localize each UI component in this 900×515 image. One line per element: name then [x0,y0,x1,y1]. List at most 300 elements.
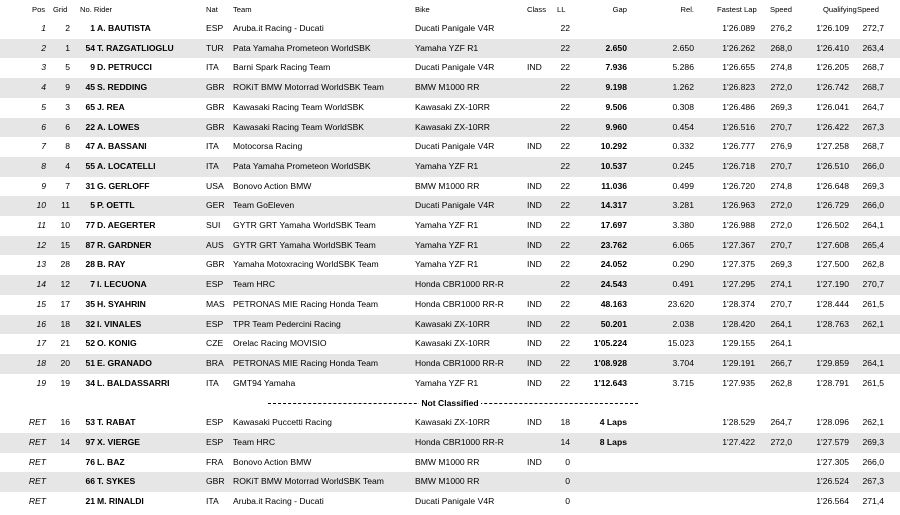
cell-grid: 1 [65,42,70,53]
table-row [0,275,900,295]
cell-pos: 9 [41,180,46,191]
cell-rel: 3.715 [672,377,694,388]
table-row [0,216,900,236]
cell-team: GMT94 Yamaha [233,377,296,388]
cell-gap: 7.936 [605,62,627,73]
cell-speed: 272,0 [770,200,792,211]
cell-rider: S. REDDING [97,82,148,93]
cell-qspeed: 262,1 [862,318,884,329]
cell-qspeed: 266,0 [862,200,884,211]
cell-no: 77 [85,220,95,230]
cell-nat: MAS [206,298,225,309]
cell-bike: Kawasaki ZX-10RR [415,101,490,112]
cell-pos: 15 [36,298,46,309]
cell-team: PETRONAS MIE Racing Honda Team [233,298,379,309]
cell-ll: 22 [560,23,570,33]
cell-gap: 17.697 [600,220,627,230]
cell-fast: 1'29.155 [722,338,755,349]
cell-no: 65 [85,101,95,112]
table-row [0,433,900,453]
cell-pos: 11 [37,220,46,230]
cell-no: 28 [85,259,95,270]
cell-rider: A. LOCATELLI [97,160,156,171]
header-gap: Gap [612,5,627,14]
cell-bike: Yamaha YZF R1 [415,220,479,230]
cell-fast: 1'26.823 [722,82,755,93]
cell-ll: 14 [560,437,570,447]
cell-fast: 1'26.988 [722,220,755,230]
header-pos: Pos [32,5,46,14]
cell-ll: 22 [560,121,570,132]
cell-grid: 21 [60,338,70,349]
cell-qual: 1'27.258 [816,141,849,152]
cell-no: 5 [90,200,95,211]
cell-rel: 3.380 [672,220,694,230]
cell-nat: ITA [206,62,219,73]
cell-ll: 22 [560,141,570,152]
cell-ll: 22 [560,160,570,171]
cell-rider: A. BAUTISTA [97,23,151,33]
cell-qual: 1'26.742 [816,82,849,93]
cell-team: Pata Yamaha Prometeon WorldSBK [233,160,371,171]
cell-pos: 1 [41,23,46,33]
cell-speed: 264,1 [770,318,792,329]
cell-rel: 15.023 [667,338,694,349]
header-team: Team [233,5,252,14]
cell-class: IND [527,456,542,467]
cell-pos: 4 [41,82,46,93]
cell-qual: 1'29.859 [816,357,849,368]
cell-speed: 274,8 [770,62,792,73]
cell-qual: 1'26.041 [816,101,849,112]
cell-class: IND [527,200,542,211]
table-row [0,196,900,216]
cell-fast: 1'26.655 [722,62,755,73]
cell-nat: TUR [206,42,224,53]
cell-gap: 50.201 [600,318,627,329]
cell-qual: 1'26.729 [816,200,849,211]
cell-nat: GBR [206,476,225,487]
cell-team: TPR Team Pedercini Racing [233,318,341,329]
header-bike: Bike [415,5,430,14]
cell-gap: 14.317 [600,200,627,211]
table-row [0,295,900,315]
table-row [0,19,900,39]
cell-fast: 1'29.191 [722,357,755,368]
cell-ll: 22 [560,42,570,53]
cell-speed: 272,0 [770,437,792,447]
cell-qspeed: 269,3 [862,180,884,191]
cell-bike: Yamaha YZF R1 [415,377,479,388]
cell-fast: 1'26.963 [722,200,755,211]
cell-class: IND [527,318,542,329]
cell-ll: 22 [560,259,570,270]
cell-grid: 16 [60,417,70,428]
cell-qspeed: 268,7 [862,62,884,73]
cell-fast: 1'26.516 [722,121,755,132]
cell-rider: A. BASSANI [97,141,147,152]
cell-rider: R. GARDNER [97,239,152,250]
cell-rider: B. RAY [97,259,126,270]
cell-gap: 24.543 [600,279,627,290]
cell-speed: 269,3 [770,101,792,112]
cell-qual: 1'26.410 [816,42,849,53]
cell-speed: 264,7 [770,417,792,428]
cell-gap: 10.537 [600,160,627,171]
cell-rel: 23.620 [667,298,694,309]
cell-no: 76 [85,456,95,467]
cell-qspeed: 263,4 [862,42,884,53]
cell-bike: Kawasaki ZX-10RR [415,338,490,349]
cell-rel: 0.308 [672,101,694,112]
cell-grid: 7 [65,180,70,191]
cell-qspeed: 262,1 [862,417,884,428]
cell-rider: J. REA [97,101,125,112]
cell-pos: 17 [36,338,46,349]
cell-grid: 9 [65,82,70,93]
table-header [0,0,900,19]
cell-rider: D. PETRUCCI [97,62,152,73]
cell-rel: 0.499 [672,180,694,191]
cell-grid: 19 [60,377,70,388]
cell-no: 1 [90,23,95,33]
cell-qspeed: 262,8 [862,259,884,270]
cell-ll: 22 [560,200,570,211]
cell-rider: M. RINALDI [97,496,144,507]
cell-gap: 1'05.224 [593,338,627,349]
cell-grid: 3 [65,101,70,112]
cell-qual: 1'27.608 [816,239,849,250]
cell-qual: 1'26.648 [816,180,849,191]
cell-gap: 9.506 [605,101,627,112]
cell-gap: 2.650 [605,42,627,53]
cell-fast: 1'26.262 [722,42,755,53]
cell-ll: 22 [560,62,570,73]
cell-qspeed: 261,5 [862,377,884,388]
cell-team: Team HRC [233,279,276,290]
cell-pos: RET [28,417,46,428]
cell-nat: ESP [206,23,224,33]
cell-class: IND [527,357,542,368]
cell-no: 7 [90,279,95,290]
cell-speed: 276,2 [770,23,792,33]
cell-rel: 5.286 [672,62,694,73]
cell-bike: Ducati Panigale V4R [415,23,495,33]
cell-qspeed: 265,4 [862,239,884,250]
cell-qspeed: 266,0 [862,160,884,171]
cell-ll: 22 [560,82,570,93]
cell-no: 31 [85,180,95,191]
cell-gap: 8 Laps [599,437,627,447]
cell-pos: RET [28,437,46,447]
cell-bike: Yamaha YZF R1 [415,259,479,270]
cell-team: Team GoEleven [233,200,295,211]
cell-team: Aruba.it Racing - Ducati [233,23,324,33]
cell-nat: GBR [206,82,225,93]
cell-pos: 12 [36,239,46,250]
cell-ll: 0 [565,476,570,487]
cell-rider: T. RABAT [97,417,136,428]
cell-bike: Honda CBR1000 RR-R [415,279,504,290]
cell-ll: 22 [560,220,570,230]
cell-class: IND [527,141,542,152]
header-speed: Speed [770,5,792,14]
cell-speed: 270,7 [770,160,792,171]
cell-rider: G. GERLOFF [97,180,150,191]
header-no-rider: No. Rider [80,5,113,14]
cell-no: 9 [90,62,95,73]
cell-gap: 1'08.928 [593,357,627,368]
table-row [0,98,900,118]
table-row [0,413,900,433]
cell-nat: CZE [206,338,224,349]
cell-pos: 8 [41,160,46,171]
cell-pos: 3 [41,62,46,73]
table-row [0,472,900,492]
cell-class: IND [527,62,542,73]
cell-pos: 7 [41,141,46,152]
cell-gap: 1'12.643 [593,377,627,388]
cell-speed: 272,0 [770,82,792,93]
cell-fast: 1'26.777 [722,141,755,152]
cell-nat: ESP [206,279,224,290]
cell-pos: 14 [36,279,46,290]
table-row [0,354,900,374]
cell-rider: T. RAZGATLIOGLU [97,42,174,53]
cell-bike: BMW M1000 RR [415,476,480,487]
cell-fast: 1'26.720 [722,180,755,191]
cell-bike: Ducati Panigale V4R [415,141,495,152]
cell-pos: RET [28,476,46,487]
cell-bike: Ducati Panigale V4R [415,496,495,507]
cell-qual: 1'27.305 [816,456,849,467]
cell-rel: 3.281 [672,200,694,211]
cell-qspeed: 269,3 [862,437,884,447]
cell-speed: 269,3 [770,259,792,270]
cell-ll: 22 [560,298,570,309]
cell-bike: Ducati Panigale V4R [415,62,495,73]
cell-no: 66 [85,476,95,487]
cell-class: IND [527,239,542,250]
table-row [0,157,900,177]
cell-speed: 270,7 [770,121,792,132]
cell-fast: 1'26.089 [722,23,755,33]
cell-pos: 18 [36,357,46,368]
cell-team: Kawasaki Puccetti Racing [233,417,332,428]
cell-qspeed: 268,7 [862,141,884,152]
cell-bike: Kawasaki ZX-10RR [415,121,490,132]
cell-speed: 266,7 [770,357,792,368]
header-ll: LL [557,5,566,14]
cell-rel: 6.065 [672,239,694,250]
cell-nat: BRA [206,357,224,368]
cell-nat: USA [206,180,224,191]
cell-nat: ITA [206,141,219,152]
cell-team: Aruba.it Racing - Ducati [233,496,324,507]
cell-gap: 9.198 [605,82,627,93]
cell-pos: 6 [41,121,46,132]
cell-qspeed: 266,0 [862,456,884,467]
cell-gap: 11.036 [601,180,627,191]
cell-qspeed: 264,1 [862,357,884,368]
table-row [0,236,900,256]
cell-qual: 1'27.500 [816,259,849,270]
cell-fast: 1'27.375 [722,259,755,270]
header-fastest-lap: Fastest Lap [717,5,757,14]
cell-pos: RET [28,496,46,507]
cell-qual: 1'26.502 [816,220,849,230]
cell-fast: 1'26.718 [722,160,755,171]
cell-rel: 2.650 [672,42,694,53]
cell-class: IND [527,417,542,428]
cell-speed: 270,7 [770,298,792,309]
cell-nat: ITA [206,496,219,507]
cell-team: GYTR GRT Yamaha WorldSBK Team [233,220,376,230]
table-row [0,315,900,335]
table-row [0,39,900,59]
cell-qual: 1'28.791 [816,377,849,388]
header-qual-speed: Speed [857,5,879,14]
cell-team: Yamaha Motoxracing WorldSBK Team [233,259,379,270]
cell-grid: 2 [65,23,70,33]
cell-rider: I. VINALES [97,318,142,329]
table-row [0,374,900,394]
cell-no: 51 [85,357,95,368]
cell-rider: X. VIERGE [97,437,140,447]
cell-pos: 19 [36,377,46,388]
header-class: Class [527,5,546,14]
cell-pos: 10 [36,200,46,211]
cell-ll: 22 [560,338,570,349]
cell-speed: 274,1 [770,279,792,290]
cell-team: Kawasaki Racing Team WorldSBK [233,101,365,112]
cell-ll: 0 [565,456,570,467]
cell-no: 55 [85,160,95,171]
table-row [0,58,900,78]
cell-no: 32 [85,318,95,329]
cell-rider: L. BAZ [97,456,125,467]
cell-rider: T. SYKES [97,476,136,487]
cell-team: GYTR GRT Yamaha WorldSBK Team [233,239,376,250]
cell-rel: 0.245 [672,160,694,171]
cell-rel: 0.491 [672,279,694,290]
cell-no: 52 [85,338,95,349]
cell-pos: 2 [41,42,46,53]
cell-speed: 264,1 [770,338,792,349]
cell-team: ROKiT BMW Motorrad WorldSBK Team [233,82,384,93]
cell-gap: 4 Laps [599,417,627,428]
cell-grid: 11 [61,200,70,211]
cell-speed: 262,8 [770,377,792,388]
cell-fast: 1'26.486 [722,101,755,112]
cell-speed: 272,0 [770,220,792,230]
cell-qual: 1'26.422 [816,121,849,132]
cell-bike: Honda CBR1000 RR-R [415,298,504,309]
cell-grid: 8 [65,141,70,152]
cell-ll: 22 [560,279,570,290]
cell-team: PETRONAS MIE Racing Honda Team [233,357,379,368]
cell-speed: 268,0 [770,42,792,53]
cell-grid: 4 [65,160,70,171]
cell-no: 45 [85,82,95,93]
header-grid: Grid [53,5,68,14]
cell-qspeed: 272,7 [862,23,884,33]
cell-bike: Kawasaki ZX-10RR [415,318,490,329]
cell-class: IND [527,377,542,388]
cell-pos: 16 [36,318,46,329]
cell-ll: 18 [560,417,570,428]
cell-rel: 2.038 [672,318,694,329]
cell-team: Barni Spark Racing Team [233,62,331,73]
cell-team: Orelac Racing MOVISIO [233,338,327,349]
cell-speed: 270,7 [770,239,792,250]
cell-bike: Honda CBR1000 RR-R [415,437,504,447]
cell-pos: 5 [41,101,46,112]
cell-ll: 22 [560,318,570,329]
cell-no: 54 [85,42,95,53]
cell-bike: Ducati Panigale V4R [415,200,495,211]
cell-grid: 15 [60,239,70,250]
cell-fast: 1'28.420 [722,318,755,329]
cell-nat: ESP [206,417,224,428]
cell-qspeed: 261,5 [862,298,884,309]
cell-no: 47 [85,141,95,152]
cell-speed: 276,9 [770,141,792,152]
cell-qspeed: 264,1 [862,220,884,230]
table-row [0,492,900,512]
cell-nat: GER [206,200,225,211]
cell-team: Kawasaki Racing Team WorldSBK [233,121,365,132]
table-row [0,453,900,473]
cell-grid: 12 [60,279,70,290]
cell-rider: E. GRANADO [97,357,152,368]
header-rel: Rel. [680,5,694,14]
cell-rider: P. OETTL [97,200,135,211]
cell-qspeed: 268,7 [862,82,884,93]
cell-fast: 1'27.295 [722,279,755,290]
table-row [0,118,900,138]
cell-nat: SUI [206,220,221,230]
cell-nat: GBR [206,259,225,270]
cell-grid: 10 [60,220,70,230]
cell-qual: 1'26.510 [816,160,849,171]
cell-nat: GBR [206,101,225,112]
header-nat: Nat [206,5,218,14]
cell-gap: 48.163 [600,298,627,309]
cell-gap: 10.292 [600,141,627,152]
cell-class: IND [527,338,542,349]
cell-class: IND [527,180,542,191]
cell-class: IND [527,220,542,230]
cell-qual: 1'26.205 [816,62,849,73]
cell-qspeed: 270,7 [862,279,884,290]
cell-grid: 18 [60,318,70,329]
table-row [0,137,900,157]
cell-bike: Kawasaki ZX-10RR [415,417,490,428]
cell-bike: Yamaha YZF R1 [415,239,479,250]
cell-qspeed: 264,7 [862,101,884,112]
cell-grid: 17 [60,298,70,309]
cell-qual: 1'26.564 [816,496,849,507]
not-classified-separator [0,394,900,413]
separator-label-wrap [0,394,900,413]
cell-grid: 28 [60,259,70,270]
cell-rider: H. SYAHRIN [97,298,146,309]
cell-rider: L. BALDASSARRI [97,377,170,388]
cell-grid: 20 [60,357,70,368]
cell-rel: 3.704 [672,357,694,368]
cell-qspeed: 267,3 [862,476,884,487]
